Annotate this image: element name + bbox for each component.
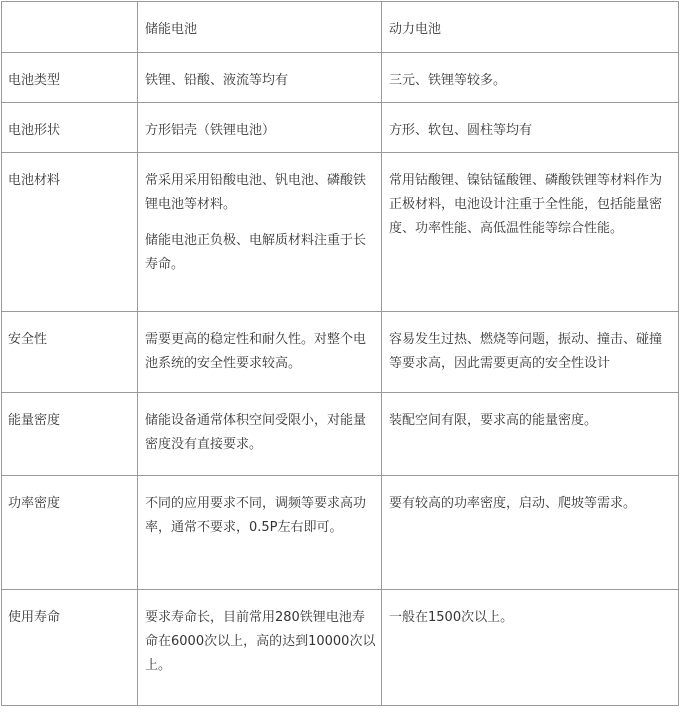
storage-cell <box>138 153 382 312</box>
table-row <box>2 590 679 706</box>
cell-text: 容易发生过热、燃烧等问题，振动、撞击、碰撞等要求高，因此需要更高的安全性设计 <box>389 332 663 371</box>
row-label: 能量密度 <box>2 393 138 476</box>
row-label: 使用寿命 <box>2 590 138 706</box>
power-cell <box>382 393 679 476</box>
cell-text: 方形铝壳（铁锂电池） <box>145 123 276 138</box>
cell-text: 需要更高的稳定性和耐久性。对整个电池系统的安全性要求较高。 <box>145 332 367 371</box>
table-row <box>2 153 679 312</box>
power-cell <box>382 590 679 706</box>
power-cell <box>382 476 679 590</box>
power-cell <box>382 53 679 103</box>
comparison-table <box>1 1 679 706</box>
power-cell <box>382 153 679 312</box>
cell-text: 要求寿命长，目前常用280铁锂电池寿命在6000次以上，高的达到10000次以上。 <box>145 610 376 673</box>
header-empty-cell <box>2 2 138 53</box>
storage-cell <box>138 476 382 590</box>
storage-cell <box>138 53 382 103</box>
table-row <box>2 393 679 476</box>
cell-text: 储能电池正负极、电解质材料注重于长寿命。 <box>145 233 367 272</box>
storage-cell <box>138 590 382 706</box>
storage-cell <box>138 312 382 393</box>
cell-text: 常采用采用铅酸电池、钒电池、磷酸铁锂电池等材料。 <box>145 173 367 212</box>
table-row <box>2 312 679 393</box>
storage-cell <box>138 103 382 153</box>
cell-text: 常用钴酸锂、镍钴锰酸锂、磷酸铁锂等材料作为正极材料，电池设计注重于全性能，包括能量密度、功率性能、高低温性能等综合性能。 <box>389 173 663 236</box>
table-row <box>2 476 679 590</box>
table-row <box>2 53 679 103</box>
cell-text: 方形、软包、圆柱等均有 <box>389 123 533 138</box>
table-header-row <box>2 2 679 53</box>
cell-text: 三元、铁锂等较多。 <box>389 73 507 88</box>
cell-text: 一般在1500次以上。 <box>389 610 514 625</box>
power-cell <box>382 103 679 153</box>
cell-text: 装配空间有限，要求高的能量密度。 <box>389 413 598 428</box>
cell-text: 铁锂、铅酸、液流等均有 <box>145 73 289 88</box>
row-label: 安全性 <box>2 312 138 393</box>
cell-text: 要有较高的功率密度，启动、爬坡等需求。 <box>389 496 637 511</box>
header-power-battery: 动力电池 <box>382 2 679 53</box>
row-label: 电池类型 <box>2 53 138 103</box>
header-storage-battery: 储能电池 <box>138 2 382 53</box>
table-row <box>2 103 679 153</box>
storage-cell <box>138 393 382 476</box>
row-label: 电池材料 <box>2 153 138 312</box>
row-label: 功率密度 <box>2 476 138 590</box>
cell-text: 储能设备通常体积空间受限小，对能量密度没有直接要求。 <box>145 413 367 452</box>
row-label: 电池形状 <box>2 103 138 153</box>
power-cell <box>382 312 679 393</box>
cell-text: 不同的应用要求不同，调频等要求高功率，通常不要求，0.5P左右即可。 <box>145 496 367 535</box>
